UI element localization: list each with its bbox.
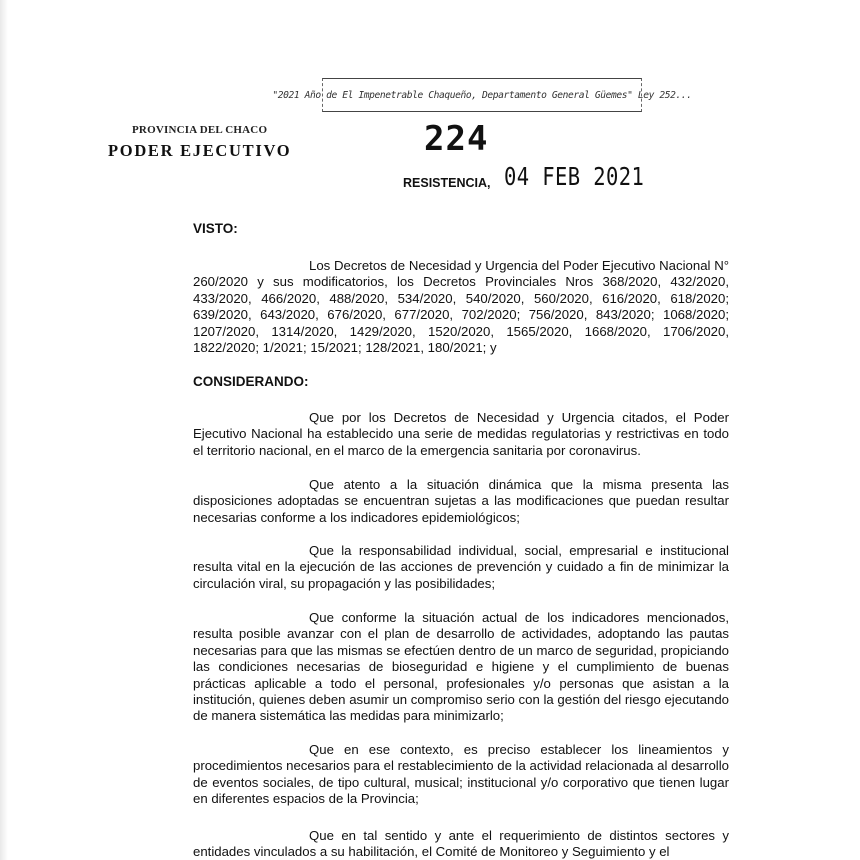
considerando-paragraph: Que por los Decretos de Necesidad y Urgencia citados, el Poder Ejecutivo Nacional ha establecido una serie de medidas regulatorias y restrictivas en todo el territorio nacional, en el marco de la emergencia sanitaria por coronavirus.	[193, 410, 729, 458]
year-stamp-text: "2021 Año de El Impenetrable Chaqueño, Departamento General Güemes" Ley 252...	[272, 89, 692, 101]
considerando-paragraph: Que en ese contexto, es preciso establecer los lineamientos y procedimientos necesarios para el restablecimiento de la actividad relacionada al desarrollo de eventos sociales, de tipo cultural, musical; institucional y/o corporativo que tienen lugar en diferentes espacios de la Provincia;	[193, 742, 729, 807]
year-stamp	[272, 78, 692, 112]
date-stamp: 04 FEB 2021	[504, 162, 645, 191]
province-name: PROVINCIA DEL CHACO	[132, 124, 268, 136]
considerando-heading: CONSIDERANDO:	[193, 374, 309, 389]
place-label: RESISTENCIA,	[403, 176, 491, 190]
considerando-paragraph: Que en tal sentido y ante el requerimiento de distintos sectores y entidades vinculados a su habilitación, el Comité de Monitoreo y Seguimiento y el	[193, 828, 729, 860]
visto-heading: VISTO:	[193, 221, 238, 236]
decree-number: 224	[424, 119, 489, 159]
considerando-paragraph: Que conforme la situación actual de los indicadores mencionados, resulta posible avanzar con el plan de desarrollo de actividades, adoptando las pautas necesarias para que las mismas se efectúen dentro de un marco de seguridad, propiciando las condiciones necesarias de bioseguridad e higiene y el cumplimiento de buenas prácticas aplicable a todo el personal, profesionales y/o personas que asistan a la institución, quienes deben asumir un compromiso serio con la gestión del riesgo ejecutando de manera sistemática las medidas para minimizarlo;	[193, 610, 729, 724]
considerando-paragraph: Que la responsabilidad individual, social, empresarial e institucional resulta vital en la ejecución de las acciones de prevención y cuidado a fin de minimizar la circulación viral, su propagación y las posibilidades;	[193, 543, 729, 591]
considerando-paragraph: Que atento a la situación dinámica que la misma presenta las disposiciones adoptadas se encuentran sujetas a las modificaciones que puedan resultar necesarias conforme a los indicadores epidemiológicos;	[193, 477, 729, 525]
visto-paragraph: Los Decretos de Necesidad y Urgencia del Poder Ejecutivo Nacional N° 260/2020 y sus modificatorios, los Decretos Provinciales Nros 368/2020, 432/2020, 433/2020, 466/2020, 488/2020, 534/2020, 540/2020, 560/2020, 616/2020, 618/2020; 639/2020, 643/2020, 676/2020, 677/2020, 702/2020; 756/2020, 843/2020; 1068/2020; 1207/2020, 1314/2020, 1429/2020, 1520/2020, 1565/2020, 1668/2020, 1706/2020, 1822/2020; 1/2021; 15/2021; 128/2021, 180/2021; y	[193, 258, 729, 356]
executive-branch: PODER EJECUTIVO	[108, 141, 292, 160]
